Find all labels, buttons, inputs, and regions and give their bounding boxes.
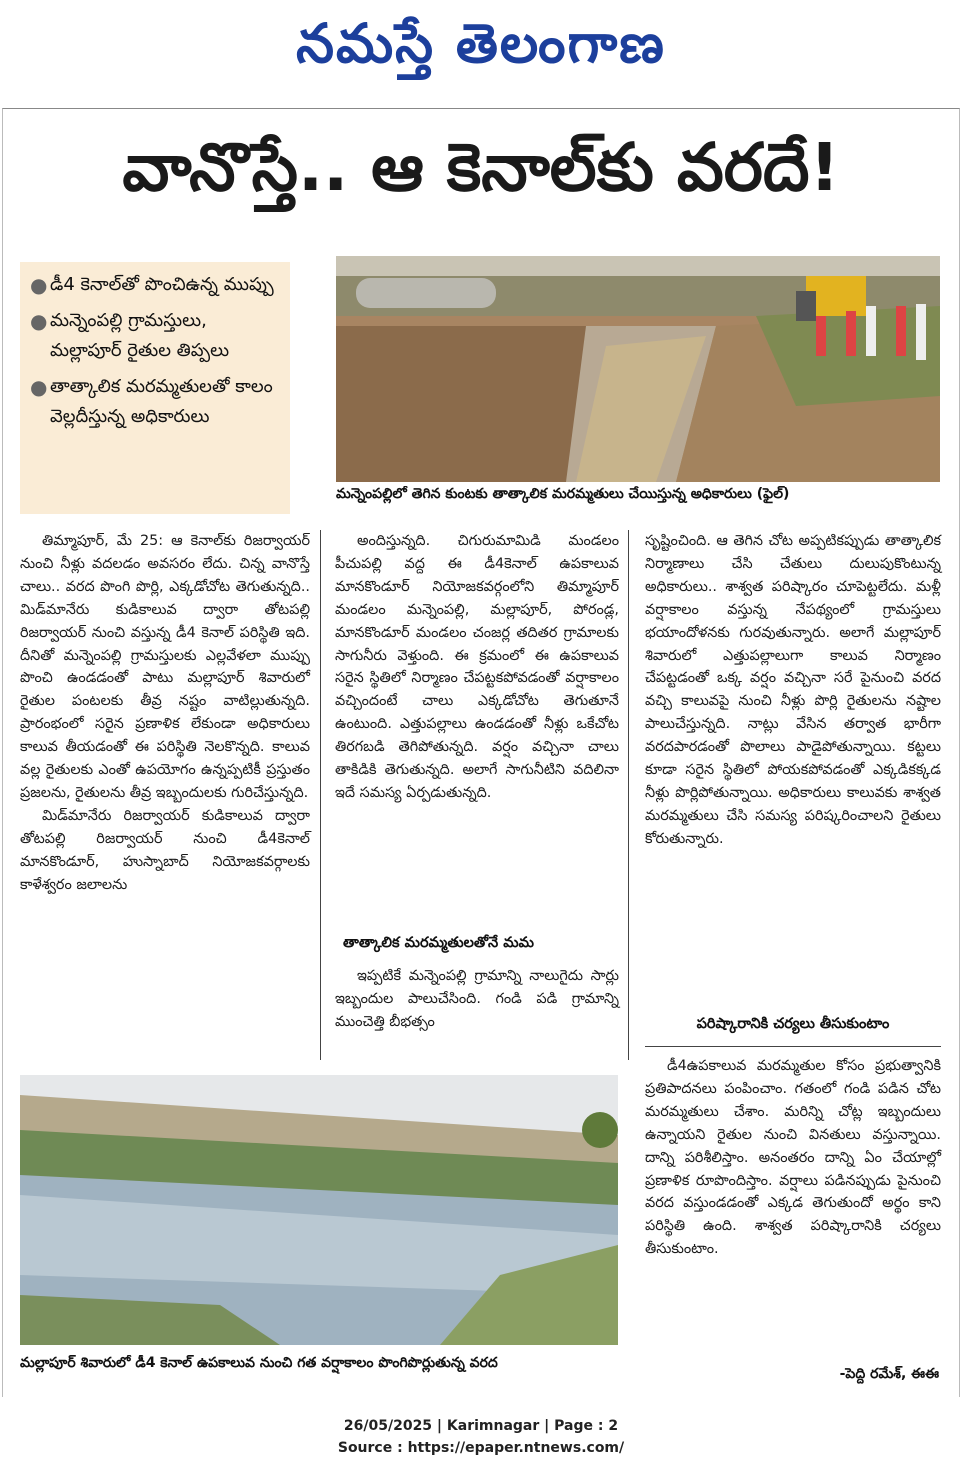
byline: -పెద్ది రమేశ్, ఈఈ [839, 1366, 939, 1382]
highlight-item: ● తాత్కాలిక మరమ్మతులతో కాలం వెల్లదీస్తున్న అధికారులు [30, 372, 284, 432]
subheading-rule [645, 1046, 941, 1047]
highlight-item: ● మన్నెంపల్లి గ్రామస్తులు, మల్లాపూర్ రైతుల తిప్పలు [30, 306, 284, 366]
paragraph: తిమ్మాపూర్, మే 25: ఆ కెనాల్‌కు రిజర్వాయర్ నుంచి నీళ్లు వదలడం అవసరం లేదు. చిన్న వానొస్తే చాలు.. వరద పొంగి పొర్లి, ఎక్కడోచోట తెగుతున్నది.. మిడ్‌మానేరు కుడికాలువ ద్వారా తోటపల్లి రిజర్వాయర్ నుంచి వస్తున్న డీ4 కెనాల్ పరిస్థితి ఇది. దీనితో మన్నెంపల్లి గ్రామస్తులకు ఎల్లవేళలా ముప్పు పొంచి ఉండడంతో పాటు మల్లాపూర్ శివారులో రైతుల పంటలకు తీవ్ర నష్టం వాటిల్లుతున్నది. ప్రారంభంలో సరైన ప్రణాళిక లేకుండా అధికారులు కాలువ తీయడంతో ఈ పరిస్థితి నెలకొన్నది. కాలువ వల్ల రైతులకు ఎంతో ఉపయోగం ఉన్నప్పటికీ ప్రస్తుతం ప్రజలను, రైతులను తీవ్ర ఇబ్బందులకు గురిచేస్తున్నది. [20, 533, 310, 801]
bullet-icon: ● [30, 273, 48, 297]
paragraph: మిడ్‌మానేరు రిజర్వాయర్ కుడికాలువ ద్వారా తోటపల్లి రిజర్వాయర్ నుంచి డీ4కెనాల్ మానకొండూర్, హుస్నాబాద్ నియోజకవర్గాలకు కాళేశ్వరం జలాలను [20, 807, 310, 893]
bullet-icon: ● [30, 375, 48, 399]
footer-source: Source : https://epaper.ntnews.com/ [337, 1440, 625, 1456]
paragraph: ఇప్పటికే మన్నెంపల్లి గ్రామాన్ని నాలుగైదు సార్లు ఇబ్బందుల పాలుచేసింది. గండి పడి గ్రామాన్ని ముంచెత్తి బీభత్సం [335, 968, 619, 1030]
canal-repair-photo [336, 256, 940, 482]
article-column-3 [645, 530, 941, 851]
paragraph: సృష్టించింది. ఆ తెగిన చోట అప్పటికప్పుడు తాత్కాలిక నిర్మాణాలు చేసి చేతులు దులుపుకొంటున్న అధికారులు.. శాశ్వత పరిష్కారం చూపెట్టలేదు. మళ్లీ వర్షాకాలం వస్తున్న నేపథ్యంలో గ్రామస్తులు భయాందోళనకు గురవుతున్నారు. అలాగే మల్లాపూర్ శివారులో ఎత్తుపల్లాలుగా కాలువ నిర్మాణం చేపట్టడంతో ఒక్క వర్షం వచ్చినా సరే పైనుంచి వరద వచ్చి కాలువపై నుంచి నీళ్లు పొర్లి రైతులను నష్టాల పాలుచేస్తున్నది. నాట్లు వేసిన తర్వాత భారీగా వరదపారడంతో పొలాలు పాడైపోతున్నాయి. కట్టలు కూడా సరైన స్థితిలో పోయకపోవడంతో ఎక్కడికక్కడ నీళ్లు పొర్లిపోతున్నాయి. అధికారులు కాలువకు శాశ్వత మరమ్మతులు చేసి సమస్య పరిష్కరించాలని రైతులు కోరుతున్నారు. [645, 533, 941, 847]
quote-paragraph: డీ4ఉపకాలువ మరమ్మతుల కోసం ప్రభుత్వానికి ప్రతిపాదనలు పంపించాం. గతంలో గండి పడిన చోట మరమ్మతులు చేశాం. మరిన్ని చోట్ల ఇబ్బందులు ఉన్నాయని రైతుల నుంచి వినతులు వస్తున్నాయి. దాన్ని పరిశీలిస్తాం. అనంతరం దాన్ని ఏం చేయాల్లో ప్రణాళిక రూపొందిస్తాం. వర్షాలు పడినప్పుడు పైనుంచి వరద వస్తుండడంతో ఎక్కడ తెగుతుందో అర్థం కాని పరిస్థితి ఉంది. శాశ్వత పరిష్కారానికి చర్యలు తీసుకుంటాం. [645, 1058, 941, 1258]
official-quote [645, 1055, 941, 1261]
column-divider [320, 530, 321, 1060]
masthead [0, 0, 962, 100]
flooded-canal-photo [20, 1075, 618, 1345]
photo-caption: మల్లాపూర్ శివారులో డీ4 కెనాల్ ఉపకాలువ నుంచి గత వర్షాకాలం పొంగిపొర్లుతున్న వరద [20, 1355, 498, 1371]
highlights-box [20, 262, 290, 514]
article-column-2-cont [335, 965, 619, 1034]
paragraph: అందిస్తున్నది. చిగురుమామిడి మండలం పీచుపల్లి వద్ద ఈ డీ4కెనాల్ ఉపకాలువ మానకొండూర్ నియోజకవర్గంలోని తిమ్మాపూర్ మండలం మన్నెంపల్లి, మల్లాపూర్, పోరండ్ల, మానకొండూర్ మండలం చంజర్ల తదితర గ్రామాలకు సాగునీరు వెళ్తుంది. ఈ క్రమంలో ఈ ఉపకాలువ సరైన స్థితిలో నిర్మాణం చేపట్టకపోవడంతో వర్షాకాలం వచ్చిందంటే చాలు ఎక్కడోచోట తెగుతూనే ఉంటుంది. ఎత్తుపల్లాలు ఉండడంతో నీళ్లు ఒకేచోట తిరగబడి తెగిపోతున్నది. వర్షం వచ్చినా చాలు తాకిడికి తెగుతున్నది. అలాగే సాగునీటిని వదిలినా ఇదే సమస్య ఏర్పడుతున్నది. [335, 533, 619, 801]
photo-caption: మన్నెంపల్లిలో తెగిన కుంటకు తాత్కాలిక మరమ్మతులు చేయిస్తున్న అధికారులు (ఫైల్) [336, 486, 790, 502]
bullet-icon: ● [30, 309, 48, 333]
article-column-2 [335, 530, 619, 805]
footer-date-edition: 26/05/2025 | Karimnagar | Page : 2 [343, 1418, 619, 1434]
column-divider [628, 530, 629, 1060]
headline: వానొస్తే.. ఆ కెనాల్‌కు వరదే! [122, 128, 840, 206]
newspaper-logo: నమస్తే తెలంగాణ [296, 11, 666, 75]
subheading: తాత్కాలిక మరమ్మతులతోనే మమ [343, 935, 534, 951]
subheading: పరిష్కారానికి చర్యలు తీసుకుంటాం [696, 1016, 890, 1032]
article-column-1 [20, 530, 310, 897]
highlight-item: ● డీ4 కెనాల్‌తో పొంచిఉన్న ముప్పు [30, 270, 284, 300]
